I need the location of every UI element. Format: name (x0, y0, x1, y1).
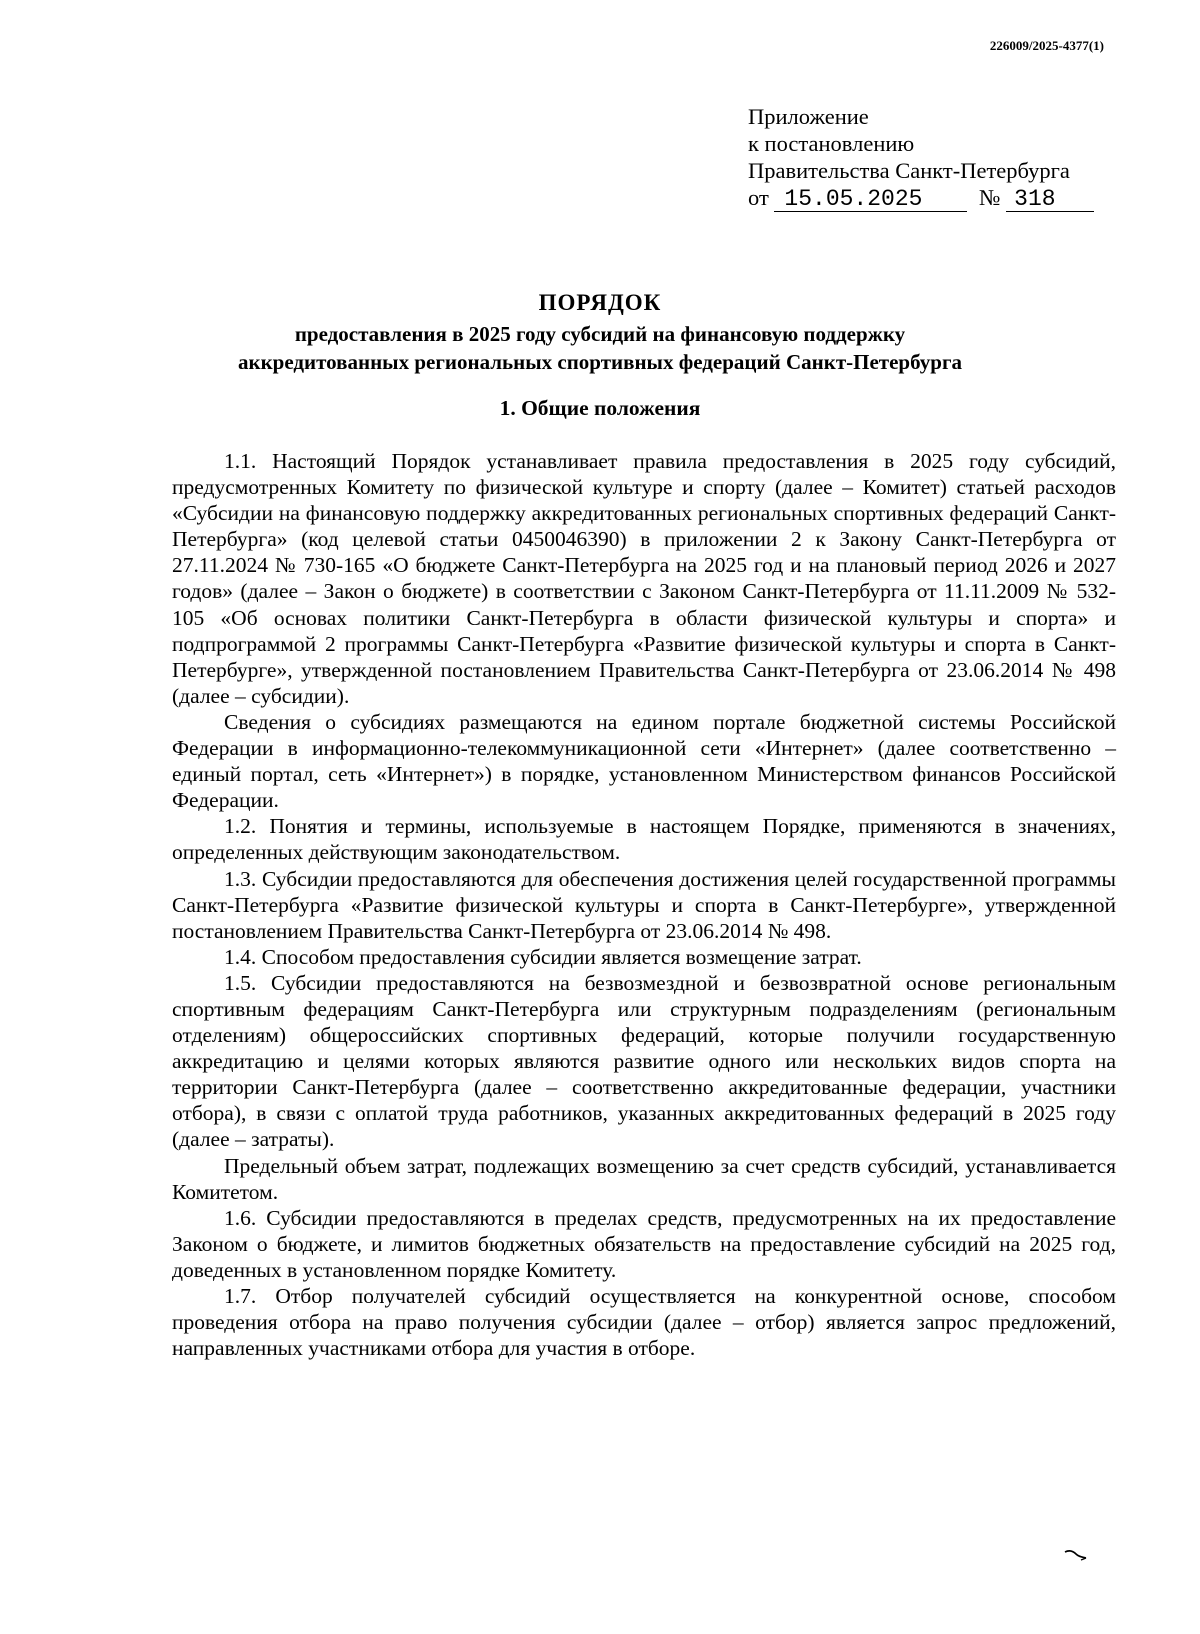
document-subtitle (0, 320, 1200, 376)
section-heading: 1. Общие положения (499, 396, 701, 420)
date-prefix: от (748, 185, 769, 210)
number-sign: № (979, 185, 1001, 210)
document-title: ПОРЯДОК (538, 290, 662, 315)
subtitle-line-1: предоставления в 2025 году субсидий на финансовую поддержку (294, 322, 906, 346)
appendix-line-2: к постановлению (748, 131, 915, 156)
paragraph: 1.3. Субсидии предоставляются для обеспечения достижения целей государственной программы Санкт-Петербурга «Развитие физической культуры и спорта в Санкт-Петербурге», утвержденной постановлением Правительства Санкт-Петербурга от 23.06.2014 № 498. (172, 866, 1116, 943)
paragraph: Сведения о субсидиях размещаются на едином портале бюджетной системы Российской Федерации в информационно-телекоммуникационной сети «Интернет» (далее соответственно – единый портал, сеть «Интернет») в порядке, установленном Министерством финансов Российской Федерации. (172, 709, 1116, 813)
paragraph: 1.4. Способом предоставления субсидии является возмещение затрат. (224, 944, 862, 969)
paragraph: Предельный объем затрат, подлежащих возмещению за счет средств субсидий, устанавливается Комитетом. (172, 1153, 1116, 1204)
appendix-block (748, 103, 1094, 212)
document-code: 226009/2025-4377(1) (989, 38, 1104, 53)
appendix-line-3: Правительства Санкт-Петербурга (748, 158, 1070, 183)
pen-mark-icon (1064, 1548, 1088, 1562)
subtitle-line-2: аккредитованных региональных спортивных федераций Санкт-Петербурга (237, 350, 963, 374)
appendix-line-1: Приложение (748, 104, 869, 129)
paragraph: 1.2. Понятия и термины, используемые в настоящем Порядке, применяются в значениях, определенных действующим законодательством. (172, 814, 1116, 865)
resolution-date: 15.05.2025 (774, 187, 967, 212)
resolution-number: 318 (1006, 187, 1094, 212)
appendix-date-number-line (748, 184, 1094, 212)
paragraph: 1.7. Отбор получателей субсидий осуществляется на конкурентной основе, способом проведения отбора на право получения субсидии (далее – отбор) является запрос предложений, направленных участниками отбора для участия в отборе. (172, 1284, 1116, 1361)
paragraph: 1.5. Субсидии предоставляются на безвозмездной и безвозвратной основе региональным спортивным федерациям Санкт-Петербурга или структурным подразделениям (региональным отделениям) общероссийских спортивных федераций, которые получили государственную аккредитацию и целями которых являются развитие одного или нескольких видов спорта на территории Санкт-Петербурга (далее – соответственно аккредитованные федерации, участники отбора), в связи с оплатой труда работников, указанных аккредитованных федераций в 2025 году (далее – затраты). (172, 970, 1116, 1152)
section-body (172, 448, 1116, 1361)
paragraph: 1.6. Субсидии предоставляются в пределах средств, предусмотренных на их предоставление Законом о бюджете, и лимитов бюджетных обязательств на предоставление субсидий на 2025 год, доведенных в установленном порядке Комитету. (172, 1205, 1116, 1282)
paragraph: 1.1. Настоящий Порядок устанавливает правила предоставления в 2025 году субсидий, предусмотренных Комитету по физической культуре и спорту (далее – Комитет) статьей расходов «Субсидии на финансовую поддержку аккредитованных региональных спортивных федераций Санкт-Петербурга» (код целевой статьи 0450046390) в приложении 2 к Закону Санкт-Петербурга от 27.11.2024 № 730-165 «О бюджете Санкт-Петербурга на 2025 год и на плановый период 2026 и 2027 годов» (далее – Закон о бюджете) в соответствии с Законом Санкт-Петербурга от 11.11.2009 № 532-105 «Об основах политики Санкт-Петербурга в области физической культуры и спорта» и подпрограммой 2 программы Санкт-Петербурга «Развитие физической культуры и спорта в Санкт-Петербурге», утвержденной постановлением Правительства Санкт-Петербурга от 23.06.2014 № 498 (далее – субсидии). (172, 449, 1116, 708)
